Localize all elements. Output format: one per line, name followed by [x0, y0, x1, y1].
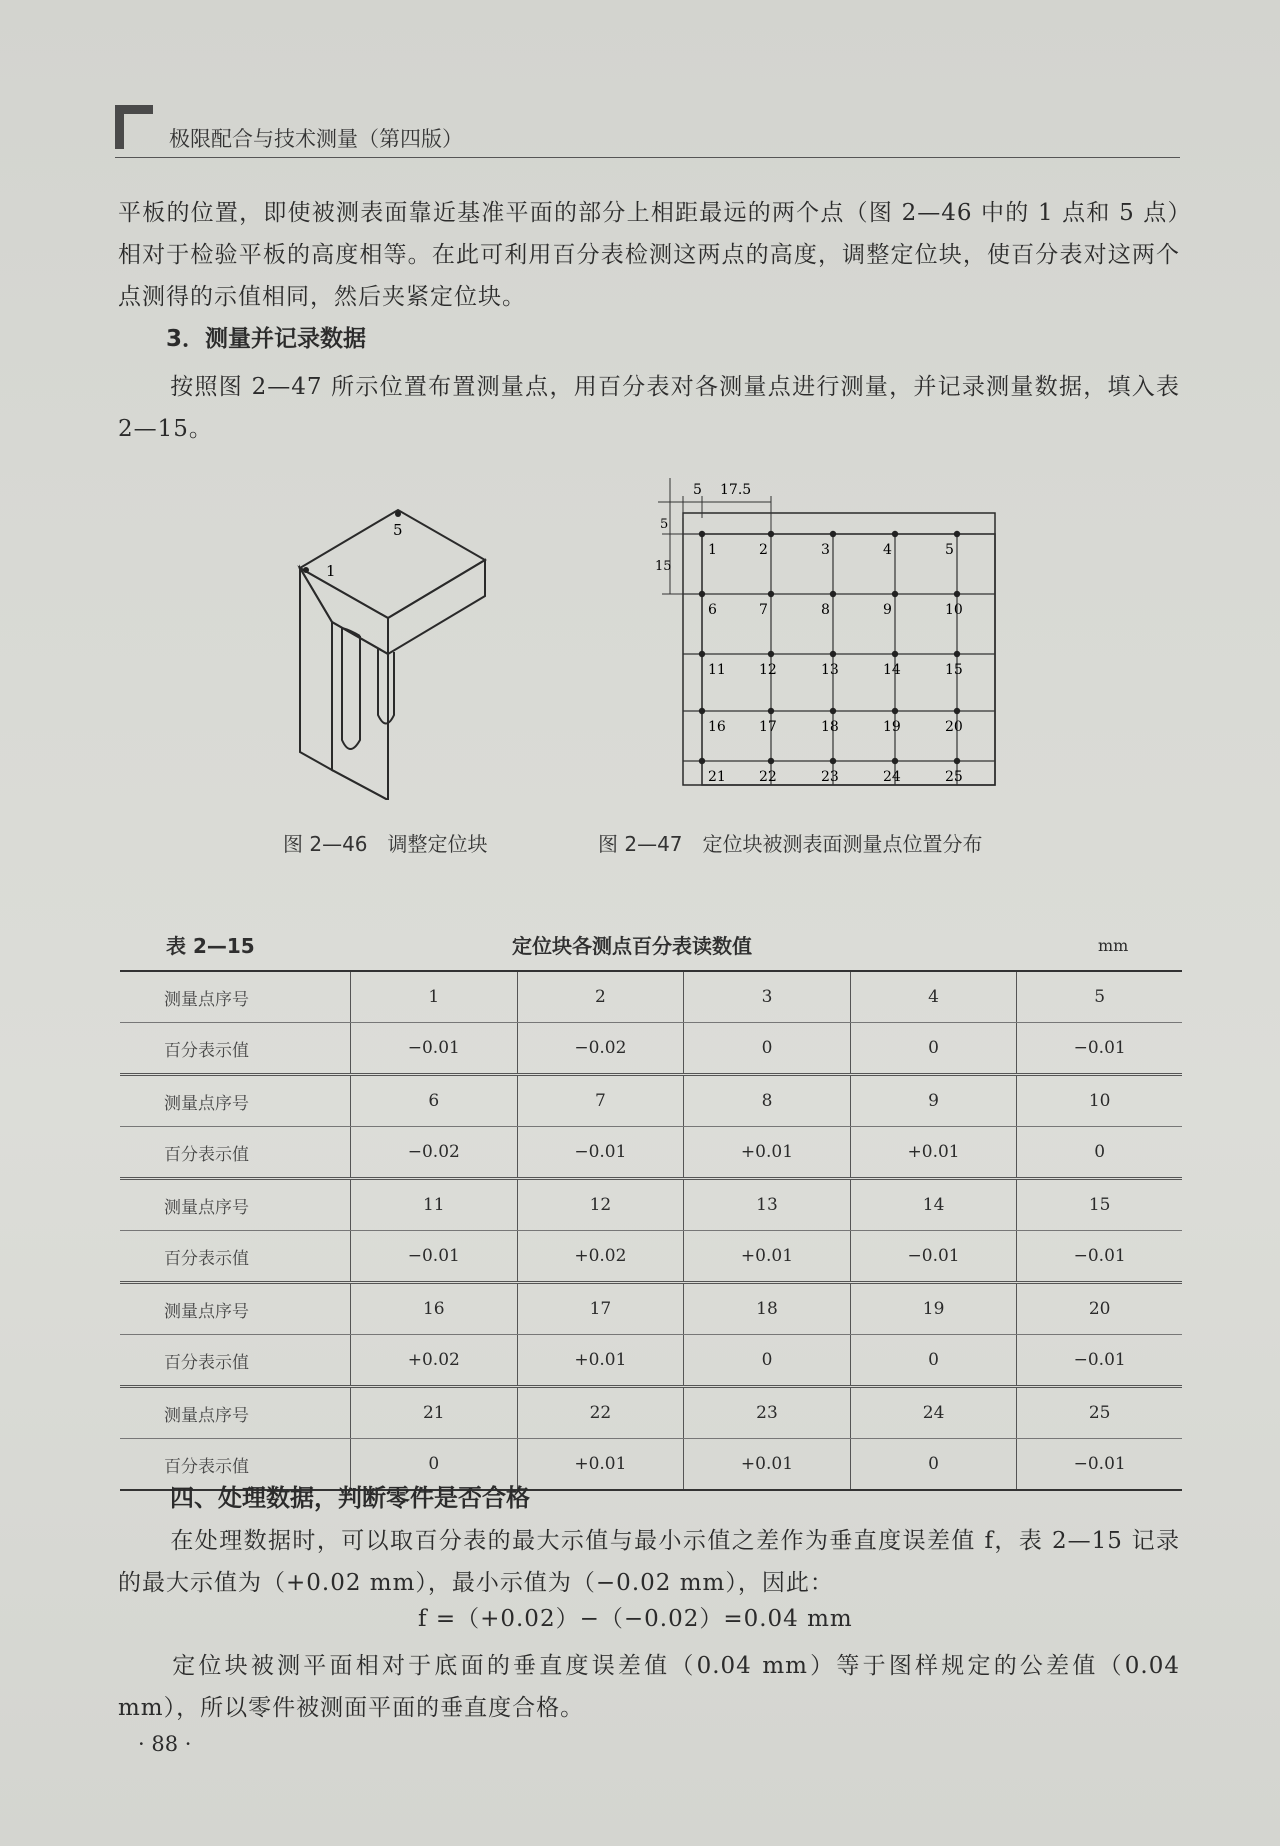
fig46-point-5: 5 — [393, 521, 403, 539]
reading-value-cell: −0.01 — [850, 1231, 1017, 1283]
measure-point-dot — [768, 531, 774, 537]
point-number-cell: 13 — [684, 1179, 851, 1231]
measure-point-dot — [699, 591, 705, 597]
row-label: 百分表示值 — [120, 1023, 351, 1075]
point-number-cell: 6 — [351, 1075, 518, 1127]
reading-value-cell: −0.01 — [1017, 1335, 1182, 1387]
table-unit: mm — [1098, 936, 1129, 955]
point-number-cell: 17 — [517, 1283, 684, 1335]
measure-point-label: 25 — [945, 769, 963, 785]
measure-point-label: 12 — [759, 662, 777, 678]
point-number-cell: 24 — [850, 1387, 1017, 1439]
point-number-cell: 25 — [1017, 1387, 1182, 1439]
measure-point-label: 14 — [883, 662, 901, 678]
point-number-cell: 21 — [351, 1387, 518, 1439]
table-row-points — [120, 1075, 1182, 1127]
row-label: 测量点序号 — [120, 971, 351, 1023]
table-row-values — [120, 1127, 1182, 1179]
header-rule — [115, 157, 1180, 158]
reading-value-cell: +0.02 — [351, 1335, 518, 1387]
measure-point-dot — [830, 708, 836, 714]
reading-value-cell: +0.01 — [684, 1439, 851, 1491]
reading-value-cell: 0 — [850, 1023, 1017, 1075]
reading-value-cell: 0 — [1017, 1127, 1182, 1179]
measure-point-dot — [699, 758, 705, 764]
figure-2-47-caption: 图 2—47 定位块被测表面测量点位置分布 — [598, 832, 983, 856]
point-number-cell: 15 — [1017, 1179, 1182, 1231]
measure-point-label: 6 — [708, 602, 717, 618]
point-number-cell: 7 — [517, 1075, 684, 1127]
figure-2-47-grid — [620, 478, 1010, 798]
point-number-cell: 19 — [850, 1283, 1017, 1335]
figure-2-46-drawing — [290, 500, 510, 800]
measure-point-dot — [830, 758, 836, 764]
figure-2-46-caption: 图 2—46 调整定位块 — [283, 832, 488, 856]
measure-point-dot — [892, 591, 898, 597]
measure-point-label: 11 — [708, 662, 726, 678]
header-corner-mark — [115, 105, 153, 149]
measure-point-dot — [954, 591, 960, 597]
reading-value-cell: 0 — [850, 1439, 1017, 1491]
paragraph-3 — [118, 1520, 1180, 1604]
reading-value-cell: +0.01 — [684, 1127, 851, 1179]
reading-value-cell: −0.01 — [1017, 1231, 1182, 1283]
row-label: 百分表示值 — [120, 1127, 351, 1179]
section-heading-4: 四、处理数据，判断零件是否合格 — [170, 1484, 530, 1512]
measure-point-label: 1 — [708, 542, 717, 558]
point-number-cell: 22 — [517, 1387, 684, 1439]
measure-point-label: 13 — [821, 662, 839, 678]
measure-point-label: 21 — [708, 769, 726, 785]
row-label: 测量点序号 — [120, 1179, 351, 1231]
point-number-cell: 10 — [1017, 1075, 1182, 1127]
measure-point-dot — [892, 708, 898, 714]
row-label: 百分表示值 — [120, 1231, 351, 1283]
measure-point-dot — [892, 531, 898, 537]
point-number-cell: 5 — [1017, 971, 1182, 1023]
point-number-cell: 18 — [684, 1283, 851, 1335]
measure-point-label: 9 — [883, 602, 892, 618]
measure-point-dot — [954, 651, 960, 657]
table-title: 定位块各测点百分表读数值 — [512, 934, 752, 958]
measure-point-dot — [699, 651, 705, 657]
reading-value-cell: −0.01 — [1017, 1439, 1182, 1491]
table-row-values — [120, 1023, 1182, 1075]
point-number-cell: 11 — [351, 1179, 518, 1231]
measure-point-dot — [699, 531, 705, 537]
paragraph-4-text: 定位块被测平面相对于底面的垂直度误差值（0.04 mm）等于图样规定的公差值（0.04 mm），所以零件被测面平面的垂直度合格。 — [118, 1653, 1180, 1721]
paragraph-2 — [118, 366, 1180, 450]
measure-point-label: 15 — [945, 662, 963, 678]
reading-value-cell: 0 — [351, 1439, 518, 1491]
reading-value-cell: −0.02 — [351, 1127, 518, 1179]
point-number-cell: 1 — [351, 971, 518, 1023]
measure-point-label: 24 — [883, 769, 901, 785]
point-number-cell: 8 — [684, 1075, 851, 1127]
point-number-cell: 14 — [850, 1179, 1017, 1231]
measure-point-label: 5 — [945, 542, 954, 558]
measure-point-label: 17 — [759, 719, 777, 735]
fig46-point-1: 1 — [326, 562, 336, 580]
point-number-cell: 3 — [684, 971, 851, 1023]
page-number: · 88 · — [138, 1732, 192, 1756]
point-number-cell: 2 — [517, 971, 684, 1023]
measure-point-dot — [768, 651, 774, 657]
measure-point-label: 20 — [945, 719, 963, 735]
measure-point-label: 16 — [708, 719, 726, 735]
measure-point-label: 23 — [821, 769, 839, 785]
measure-point-label: 8 — [821, 602, 830, 618]
measure-point-label: 7 — [759, 602, 768, 618]
reading-value-cell: 0 — [684, 1023, 851, 1075]
reading-value-cell: −0.01 — [351, 1023, 518, 1075]
measure-point-dot — [830, 531, 836, 537]
table-row-points — [120, 1179, 1182, 1231]
table-label: 表 2—15 — [166, 934, 255, 958]
measure-point-label: 2 — [759, 542, 768, 558]
measure-point-label: 10 — [945, 602, 963, 618]
reading-value-cell: +0.02 — [517, 1231, 684, 1283]
row-label: 百分表示值 — [120, 1335, 351, 1387]
measure-point-dot — [892, 758, 898, 764]
measure-point-dot — [768, 708, 774, 714]
measure-point-dot — [954, 758, 960, 764]
measure-point-label: 4 — [883, 542, 892, 558]
measure-point-label: 3 — [821, 542, 830, 558]
paragraph-4 — [118, 1645, 1180, 1729]
section-heading-3: 3．测量并记录数据 — [166, 326, 367, 352]
measure-point-dot — [768, 758, 774, 764]
reading-value-cell: 0 — [684, 1335, 851, 1387]
table-row-values — [120, 1335, 1182, 1387]
measure-point-dot — [954, 708, 960, 714]
paragraph-2-text: 按照图 2—47 所示位置布置测量点，用百分表对各测量点进行测量，并记录测量数据，填入表 2—15。 — [118, 374, 1180, 442]
measure-point-dot — [768, 591, 774, 597]
point-number-cell: 12 — [517, 1179, 684, 1231]
dim-15-side: 15 — [655, 559, 672, 574]
paragraph-1: 平板的位置，即使被测表面靠近基准平面的部分上相距最远的两个点（图 2—46 中的 1 点和 5 点）相对于检验平板的高度相等。在此可利用百分表检测这两点的高度，调整定位块，使百分表对这两个点测得的示值相同，然后夹紧定位块。 — [118, 200, 1180, 310]
point-number-cell: 9 — [850, 1075, 1017, 1127]
table-row-points — [120, 1387, 1182, 1439]
measure-point-dot — [699, 708, 705, 714]
measure-point-dot — [830, 651, 836, 657]
reading-value-cell: 0 — [850, 1335, 1017, 1387]
running-header — [115, 105, 1180, 157]
dim-5-top: 5 — [693, 482, 702, 498]
reading-value-cell: −0.01 — [517, 1127, 684, 1179]
dim-5-side: 5 — [660, 517, 669, 532]
book-title: 极限配合与技术测量（第四版） — [169, 127, 463, 151]
row-label: 百分表示值 — [120, 1439, 351, 1491]
reading-table — [120, 970, 1182, 1491]
reading-value-cell: +0.01 — [684, 1231, 851, 1283]
reading-value-cell: +0.01 — [850, 1127, 1017, 1179]
row-label: 测量点序号 — [120, 1075, 351, 1127]
table-row-points — [120, 971, 1182, 1023]
reading-value-cell: −0.01 — [1017, 1023, 1182, 1075]
measure-point-dot — [892, 651, 898, 657]
paragraph-3-text: 在处理数据时，可以取百分表的最大示值与最小示值之差作为垂直度误差值 f，表 2—15 记录的最大示值为（+0.02 mm），最小示值为（−0.02 mm），因此： — [118, 1528, 1180, 1596]
dim-17-5: 17.5 — [720, 482, 752, 498]
formula: f =（+0.02）−（−0.02）=0.04 mm — [418, 1606, 853, 1632]
measure-point-dot — [954, 531, 960, 537]
point-number-cell: 23 — [684, 1387, 851, 1439]
point-number-cell: 16 — [351, 1283, 518, 1335]
reading-value-cell: +0.01 — [517, 1439, 684, 1491]
measure-point-label: 22 — [759, 769, 777, 785]
reading-value-cell: +0.01 — [517, 1335, 684, 1387]
measure-point-label: 19 — [883, 719, 901, 735]
row-label: 测量点序号 — [120, 1387, 351, 1439]
row-label: 测量点序号 — [120, 1283, 351, 1335]
measure-point-dot — [830, 591, 836, 597]
table-row-values — [120, 1231, 1182, 1283]
point-number-cell: 4 — [850, 971, 1017, 1023]
measure-point-label: 18 — [821, 719, 839, 735]
table-row-points — [120, 1283, 1182, 1335]
point-number-cell: 20 — [1017, 1283, 1182, 1335]
reading-value-cell: −0.02 — [517, 1023, 684, 1075]
reading-value-cell: −0.01 — [351, 1231, 518, 1283]
